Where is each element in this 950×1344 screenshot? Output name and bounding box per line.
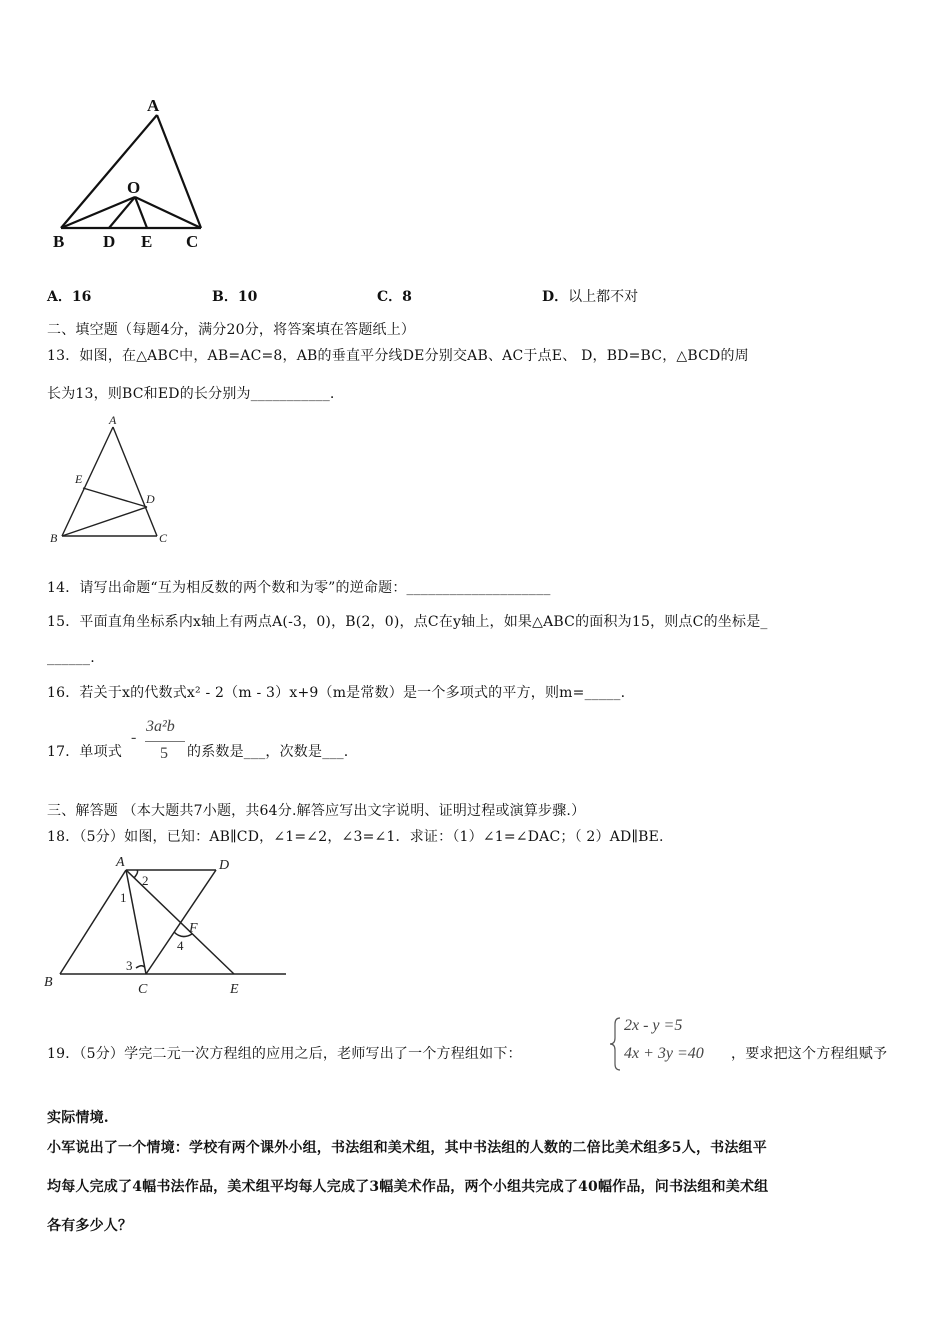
q19-line4: 均每人完成了4幅书法作品，美术组平均每人完成了3幅美术作品，两个小组共完成了40幅作品，问书法组和美术组 — [47, 1179, 769, 1195]
q17-numerator: 3a²b — [146, 718, 175, 735]
figure-triangle-q13 — [45, 412, 180, 552]
q17-suffix: 的系数是___，次数是___. — [187, 744, 349, 760]
q19-line3: 小军说出了一个情境：学校有两个课外小组，书法组和美术组，其中书法组的人数的二倍比美术组多5人，书法组平 — [47, 1140, 767, 1156]
option-a-text: 16 — [71, 289, 92, 305]
q18: 18．（5分）如图，已知：AB∥CD，∠1=∠2，∠3=∠1．求证：（1）∠1=∠DAC；（ 2）AD∥BE. — [47, 829, 664, 845]
option-a-key: A． — [47, 289, 72, 305]
angle-2-label: 2 — [142, 873, 149, 888]
option-d-text: 以上都不对 — [568, 289, 639, 305]
q19-line5: 各有多少人？ — [47, 1218, 133, 1234]
angle-1-label: 1 — [120, 890, 127, 905]
option-b-key: B． — [212, 289, 238, 305]
label-f: F — [189, 921, 198, 936]
q13-line1: 13．如图，在△ABC中，AB=AC=8，AB的垂直平分线DE分别交AB、AC于点E、 D，BD=BC，△BCD的周 — [47, 348, 749, 364]
q14: 14．请写出命题“互为相反数的两个数和为零”的逆命题：____________________ — [47, 580, 551, 596]
q19-prefix: 19．（5分）学完二元一次方程组的应用之后，老师写出了一个方程组如下： — [47, 1046, 522, 1062]
label-d: D — [219, 858, 230, 873]
option-b-text: 10 — [237, 289, 258, 305]
option-c-key: C． — [377, 289, 403, 305]
q19-eq2: 4x + 3y =40 — [624, 1045, 704, 1062]
label-b: B — [44, 975, 53, 990]
label-e: E — [141, 232, 153, 251]
label-e: E — [230, 982, 239, 997]
equation-brace — [608, 1016, 622, 1072]
label-b: B — [53, 232, 65, 251]
label-a: A — [116, 855, 125, 870]
section3-title: 三、解答题 （本大题共7小题，共64分.解答应写出文字说明、证明过程或演算步骤.） — [47, 803, 586, 819]
label-d: D — [103, 232, 116, 251]
q16: 16．若关于x的代数式x² - 2（m - 3）x+9（m是常数）是一个多项式的平方，则m=_____. — [47, 685, 626, 701]
label-e: E — [75, 472, 83, 486]
section2-title: 二、填空题（每题4分，满分20分，将答案填在答题纸上） — [47, 322, 416, 338]
label-a: A — [147, 96, 160, 115]
label-c: C — [138, 982, 148, 997]
option-d — [542, 286, 638, 306]
q13-line2: 长为13，则BC和ED的长分别为___________. — [47, 386, 335, 402]
q17-minus: - — [131, 729, 137, 746]
angle-3-label: 3 — [126, 958, 133, 973]
q15-line2: ______. — [47, 650, 95, 666]
option-c-text: 8 — [402, 289, 412, 305]
q17-prefix: 17．单项式 — [47, 744, 123, 760]
q17-denominator: 5 — [160, 745, 168, 762]
q15-line1: 15．平面直角坐标系内x轴上有两点A(-3，0)，B(2，0)，点C在y轴上，如果△ABC的面积为15，则点C的坐标是_ — [47, 614, 768, 630]
q17-fraction-bar — [145, 741, 185, 742]
q19-suffix: ，要求把这个方程组赋予 — [731, 1046, 888, 1062]
figure-triangle-abc-o — [45, 95, 215, 255]
q19-eq1: 2x - y =5 — [624, 1017, 683, 1034]
angle-4-label: 4 — [177, 938, 184, 953]
q19-line2: 实际情境. — [47, 1110, 109, 1126]
option-b — [212, 286, 257, 306]
option-c — [377, 286, 412, 306]
option-d-key: D． — [542, 289, 569, 305]
figure-parallel-lines-q18 — [40, 850, 295, 1000]
label-c: C — [186, 232, 199, 251]
label-d: D — [146, 492, 155, 506]
label-a: A — [109, 413, 117, 427]
label-b: B — [50, 531, 58, 545]
option-a — [47, 286, 91, 306]
label-c: C — [159, 531, 168, 545]
label-o: O — [127, 178, 141, 197]
